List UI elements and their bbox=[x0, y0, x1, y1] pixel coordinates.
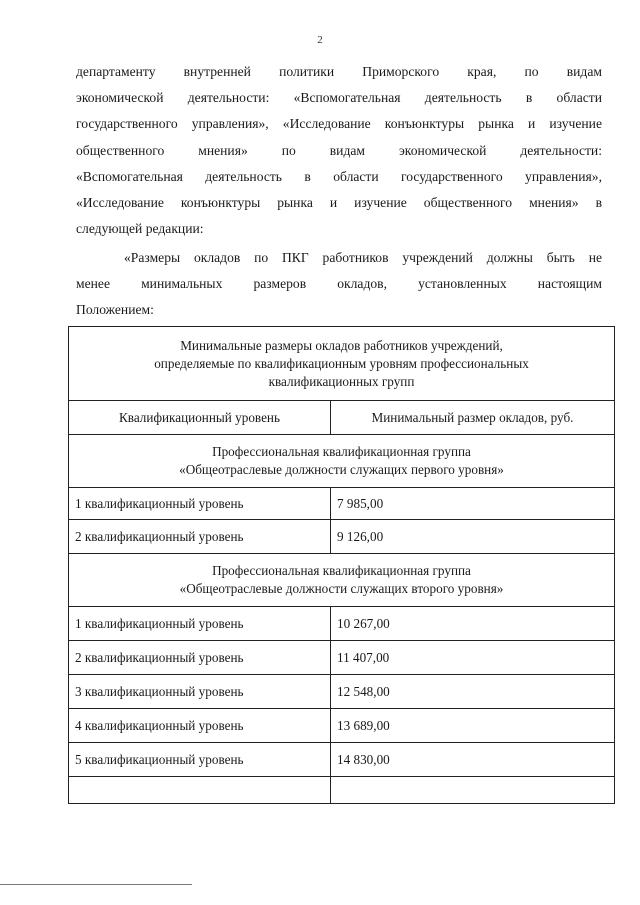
paragraph-line: Положением: bbox=[76, 302, 154, 318]
table-row bbox=[69, 641, 615, 675]
page-number: 2 bbox=[317, 34, 323, 46]
quote-paragraph bbox=[76, 245, 602, 324]
table-title bbox=[69, 327, 615, 401]
group-header bbox=[69, 435, 615, 488]
level-cell: 1 квалификационный уровень bbox=[69, 607, 331, 641]
paragraph-line: менее минимальных размеров окладов, установленных настоящим bbox=[76, 276, 602, 292]
group-title-line: «Общеотраслевые должности служащих первого уровня» bbox=[179, 462, 504, 477]
table-row bbox=[69, 743, 615, 777]
salary-table bbox=[68, 326, 615, 804]
empty-cell bbox=[331, 777, 615, 804]
paragraph-line: экономической деятельности: «Вспомогательная деятельность в области bbox=[76, 90, 602, 106]
level-cell: 2 квалификационный уровень bbox=[69, 641, 331, 675]
table-title-line: квалификационных групп bbox=[268, 373, 415, 389]
table-spacer-row bbox=[69, 777, 615, 804]
amount-cell: 9 126,00 bbox=[331, 520, 615, 554]
table-header-row bbox=[69, 401, 615, 435]
level-cell: 4 квалификационный уровень bbox=[69, 709, 331, 743]
level-cell: 3 квалификационный уровень bbox=[69, 675, 331, 709]
amount-cell: 7 985,00 bbox=[331, 488, 615, 520]
level-cell: 2 квалификационный уровень bbox=[69, 520, 331, 554]
group-header bbox=[69, 554, 615, 607]
header-amount: Минимальный размер окладов, руб. bbox=[331, 401, 615, 435]
table-row bbox=[69, 709, 615, 743]
paragraph-line: «Исследование конъюнктуры рынка и изучение общественного мнения» в bbox=[76, 194, 602, 210]
group-title-line: Профессиональная квалификационная группа bbox=[212, 563, 471, 578]
paragraph-line: государственного управления», «Исследование конъюнктуры рынка и изучение bbox=[76, 116, 602, 132]
group-title-line: «Общеотраслевые должности служащих второго уровня» bbox=[179, 581, 504, 596]
amount-cell: 10 267,00 bbox=[331, 607, 615, 641]
amount-cell: 14 830,00 bbox=[331, 743, 615, 777]
level-cell: 1 квалификационный уровень bbox=[69, 488, 331, 520]
paragraph-line: «Вспомогательная деятельность в области государственного управления», bbox=[76, 168, 602, 184]
table-row bbox=[69, 488, 615, 520]
amount-cell: 12 548,00 bbox=[331, 675, 615, 709]
group-header-row bbox=[69, 435, 615, 488]
footer-rule bbox=[0, 884, 192, 885]
amount-cell: 11 407,00 bbox=[331, 641, 615, 675]
amount-cell: 13 689,00 bbox=[331, 709, 615, 743]
table-row bbox=[69, 675, 615, 709]
group-header-row bbox=[69, 554, 615, 607]
paragraph-line: «Размеры окладов по ПКГ работников учреждений должны быть не bbox=[124, 250, 602, 265]
table-title-row bbox=[69, 327, 615, 401]
paragraph-line: департаменту внутренней политики Приморского края, по видам bbox=[76, 64, 602, 79]
header-level: Квалификационный уровень bbox=[69, 401, 331, 435]
table-title-line: Минимальные размеры окладов работников учреждений, bbox=[180, 337, 503, 353]
intro-paragraph bbox=[76, 59, 602, 242]
table-row bbox=[69, 520, 615, 554]
level-cell: 5 квалификационный уровень bbox=[69, 743, 331, 777]
paragraph-line: общественного мнения» по видам экономической деятельности: bbox=[76, 142, 602, 158]
table-title-line: определяемые по квалификационным уровням профессиональных bbox=[154, 355, 529, 371]
group-title-line: Профессиональная квалификационная группа bbox=[212, 444, 471, 459]
table-row bbox=[69, 607, 615, 641]
paragraph-line: следующей редакции: bbox=[76, 221, 204, 237]
empty-cell bbox=[69, 777, 331, 804]
